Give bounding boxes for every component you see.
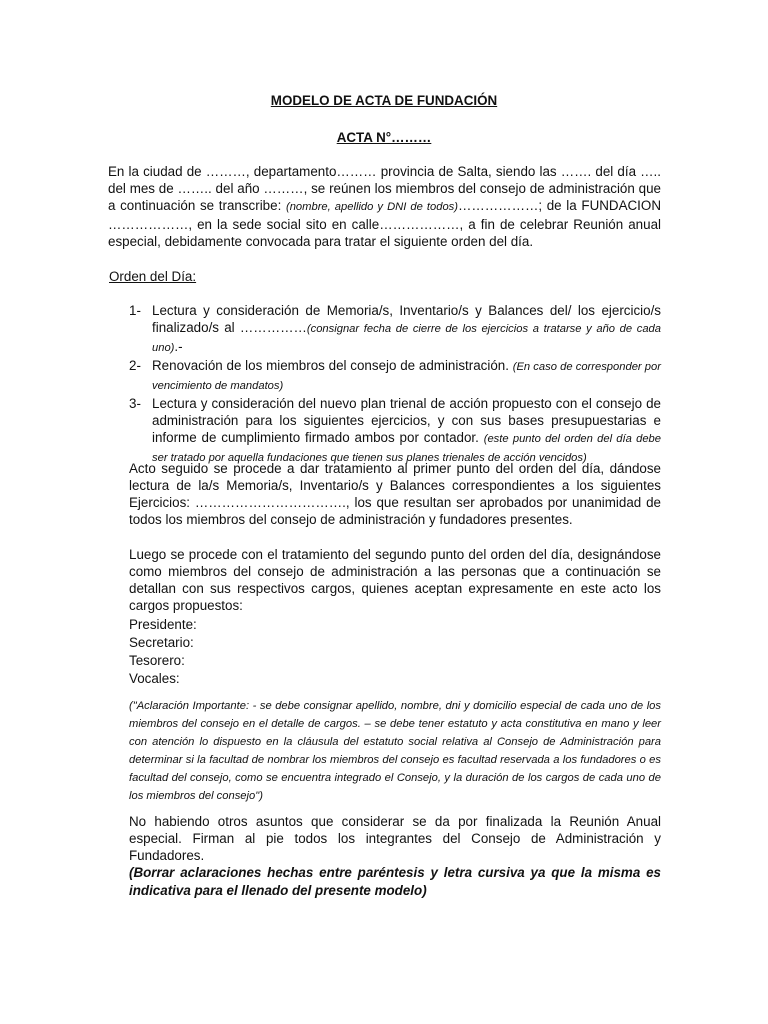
agenda-list bbox=[129, 302, 661, 467]
agenda-item-number: 3- bbox=[129, 396, 141, 411]
agenda-item-1 bbox=[129, 302, 661, 357]
agenda-item-note: (este punto del orden del día debe ser tratado por aquella fundaciones que tienen sus planes trienales de acción vencidos) bbox=[152, 433, 661, 464]
agenda-item-text: Lectura y consideración de Memoria/s, Inventario/s y Balances del/ los ejercicio/s finalizado/s al …………… bbox=[152, 303, 661, 335]
agenda-item-3 bbox=[129, 395, 661, 467]
intro-text-part2: ………………; de la FUNDACION ………………, en la sede social sito en calle………………, a fin de celebrar Reunión anual especial, debidamente convocada para tratar el siguiente orden del día. bbox=[108, 198, 661, 249]
cargo-tesorero: Tesorero: bbox=[129, 653, 185, 668]
intro-paragraph bbox=[108, 163, 661, 250]
agenda-heading: Orden del Día: bbox=[109, 269, 197, 284]
second-point-paragraph: Luego se procede con el tratamiento del segundo punto del orden del día, designándose como miembros del consejo de administración a las personas que a continuación se detallan con sus respectivos cargos, quienes aceptan expresamente en este acto los cargos propuestos: bbox=[129, 547, 661, 613]
cargo-secretario: Secretario: bbox=[129, 635, 194, 650]
cargo-presidente: Presidente: bbox=[129, 617, 197, 632]
final-instruction: (Borrar aclaraciones hechas entre paréntesis y letra cursiva ya que la misma es indicativa para el llenado del presente modelo) bbox=[129, 865, 661, 898]
agenda-item-note: (En caso de corresponder por vencimiento de mandatos) bbox=[152, 361, 661, 392]
agenda-item-2 bbox=[129, 357, 661, 395]
agenda-item-note: (consignar fecha de cierre de los ejercicios a tratarse y año de cada uno) bbox=[152, 323, 662, 354]
intro-note: (nombre, apellido y DNI de todos) bbox=[285, 201, 458, 213]
acta-number: ACTA N°……… bbox=[336, 130, 432, 145]
agenda-item-text: Lectura y consideración del nuevo plan trienal de acción propuesto con el consejo de administración para los siguientes ejercicios, y con sus bases presupuestarias e informe de cumplimiento firmado ambos por contador. bbox=[152, 396, 661, 445]
agenda-item-tail: .- bbox=[174, 339, 183, 354]
agenda-item-number: 2- bbox=[129, 358, 141, 373]
agenda-item-number: 1- bbox=[129, 303, 141, 318]
intro-text-part1: En la ciudad de ………, departamento……… provincia de Salta, siendo las ……. del día ….. del mes de …….. del año ………, se reúnen los miembros del consejo de administración que a continuación se transcribe: bbox=[108, 164, 661, 213]
important-note: ("Aclaración Importante: - se debe consignar apellido, nombre, dni y domicilio especial de cada uno de los miembros del consejo en el detalle de cargos. – se debe tener estatuto y acta constitutiva en mano y leer con atención lo dispuesto en la cláusula del estatuto social relativa al Consejo de Administración para determinar si la facultad de nombrar los miembros del consejo es facultad reservada a los fundadores o es facultad del consejo, como se encuentra integrado el Consejo, y la duración de los cargos de cada uno de los miembros del consejo") bbox=[129, 700, 661, 802]
cargos-list bbox=[129, 616, 197, 688]
document-title: MODELO DE ACTA DE FUNDACIÓN bbox=[270, 93, 498, 108]
first-point-paragraph: Acto seguido se procede a dar tratamiento al primer punto del orden del día, dándose lectura de la/s Memoria/s, Inventario/s y Balances correspondientes a los siguientes Ejercicios: ……………………………., los que resultan ser aprobados por unanimidad de todos los miembros del consejo de administración y fundadores presentes. bbox=[129, 461, 661, 527]
agenda-item-text: Renovación de los miembros del consejo de administración. bbox=[152, 358, 509, 373]
closing-paragraph: No habiendo otros asuntos que considerar se da por finalizada la Reunión Anual especial. Firman al pie todos los integrantes del Consejo de Administración y Fundadores. bbox=[129, 814, 661, 863]
cargo-vocales: Vocales: bbox=[129, 671, 180, 686]
